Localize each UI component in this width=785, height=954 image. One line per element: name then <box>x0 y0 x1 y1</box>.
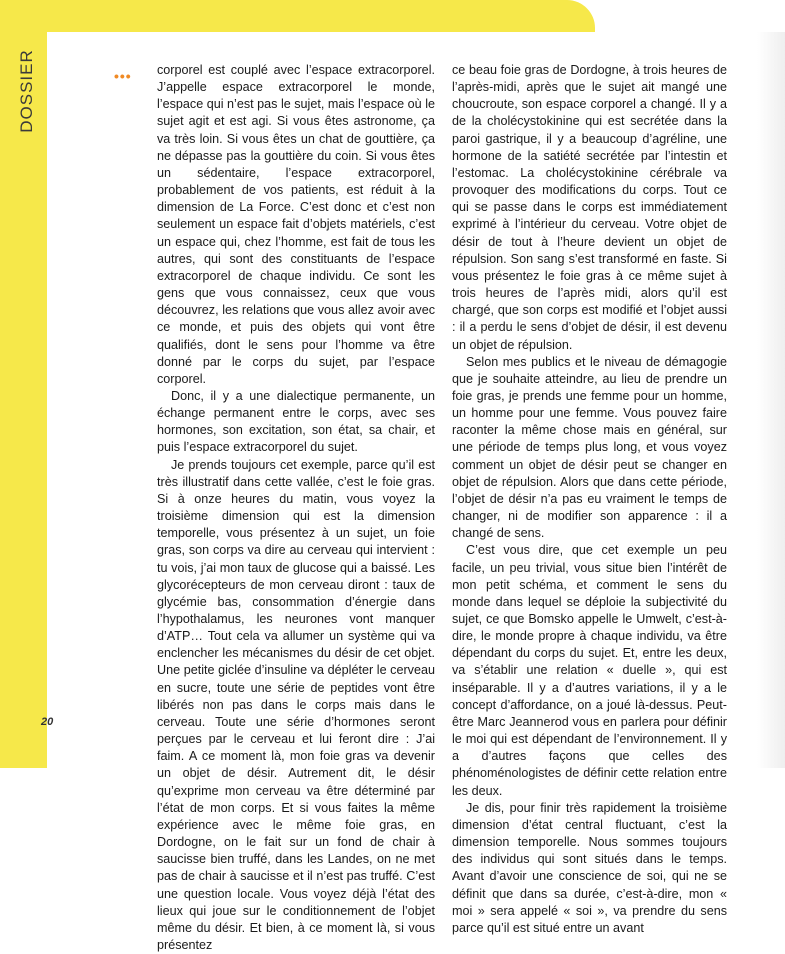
paragraph: C’est vous dire, que cet exemple un peu facile, un peu trivial, vous situe bien l’intérêt de mon petit schéma, et comment le sens du monde dans lequel se déploie la subjectivité du sujet, ce que Bomsko appelle le Umwelt, c’est-à-dire, le monde propre à chaque individu, va être dépendant du corps du sujet. Et, entre les deux, va s’établir une relation « duelle », qui est inséparable. Il y a d’autres variations, il y a le concept d’affordance, on a joué là-dessus. Peut-être Marc Jeannerod vous en parlera pour définir le moi qui est dépendant de l’environnement. Il y a d’autres façons que celles des phénoménologistes de définir cette relation entre les deux. <box>452 543 727 798</box>
section-tag <box>16 36 38 146</box>
right-column <box>452 62 727 937</box>
paragraph: Je prends toujours cet exemple, parce qu’il est très illustratif dans cette vallée, c’est le foie gras. Si à onze heures du matin, vous voyez la troisième dimension qui est la dimension temporelle, vous présentez à un sujet, un foie gras, son corps va dire au cerveau qui intervient : tu vois, j’ai mon taux de glucose qui a baissé. Les glycorécepteurs de mon cerveau diront : taux de glycémie bas, consommation d’énergie dans l’hypothalamus, les neurones vont manquer d’ATP… Tout cela va allumer un système qui va enclencher les mécanismes du désir de cet objet. Une petite giclée d’insuline va dépléter le cerveau en sucre, toute une série de peptides vont être libérés non pas dans le corps mais dans le cerveau. Toute une série d’hormones seront perçues par le cerveau et lui feront dire : J’ai faim. A ce moment là, mon foie gras va devenir un objet de désir. Autrement dit, le désir qu’exprime mon cerveau va être déterminé par l’état de mon corps. Et si vous faites la même expérience avec le même foie gras, en Dordogne, on le fait sur un fond de chair à saucisse bien truffé, dans les Landes, on ne met pas de chair à saucisse et il n’est pas truffé. C’est une question locale. Vous voyez déjà l’état des lieux qui joue sur le conditionnement de l’objet même du désir. Et bien, à ce moment là, si vous présentez <box>157 457 435 952</box>
section-label: DOSSIER <box>17 49 36 133</box>
paragraph: corporel est couplé avec l’espace extracorporel. J’appelle espace extracorporel le monde, l’espace qui n’est pas le sujet, mais l’espace où le sujet agit et est agi. Si vous êtes astronome, ça va très loin. Si vous êtes un chat de gouttière, ça ne dépasse pas la gouttière du coin. Si vous êtes un sédentaire, l’espace extracorporel, probablement de vos patients, est réduit à la dimension de La Force. C’est donc et c’est non seulement un espace fait d’objets matériels, c’est un espace qui, chez l’homme, est fait de tous les autres, qui sont des constituants de l’espace extracorporel de chaque individu. Ce sont les gens que vous connaissez, ceux que vous découvrez, les relations que vous allez avoir avec ce monde, et puis des objets qui vont être qualifiés, dont le sens pour l’homme va être donné par le corps du sujet, par l’espace corporel. <box>157 63 435 386</box>
paragraph: Donc, il y a une dialectique permanente, un échange permanent entre le corps, avec ses hormones, son excitation, son état, sa chair, et puis l’espace extracorporel du sujet. <box>157 388 435 455</box>
left-column <box>157 62 435 954</box>
paragraph: Je dis, pour finir très rapidement la troisième dimension d’état central fluctuant, c’est la dimension temporelle. Nous sommes toujours des individus qui sont situés dans le temps. Avant d’avoir une conscience de soi, qui ne se définit que dans sa durée, c’est-à-dire, mon « moi » sera appelé « soi », va prendre du sens parce qu’il est situé entre un avant <box>452 800 727 935</box>
page-gutter-shadow <box>757 32 785 768</box>
paragraph: ce beau foie gras de Dordogne, à trois heures de l’après-midi, après que le sujet ait mangé une choucroute, son espace corporel a changé. Il y a de la cholécystokinine qui est secrétée dans la paroi gastrique, il y a beaucoup d’agréline, une hormone de la satiété secrétée par l’intestin et l’estomac. La cholécystokinine cérébrale va provoquer des modifications du corps. Tout ce qui se passe dans le corps est immédiatement exprimé à l’intérieur du cerveau. Votre objet de désir de tout à l’heure devient un objet de répulsion. Son sang s’est transformé en faste. Si vous présentez le foie gras à ce même sujet à trois heures de l’après midi, alors qu’il est chargé, que son corps est modifié et l’objet aussi : il a perdu le sens d’objet de désir, il est devenu un objet de répulsion. <box>452 63 727 352</box>
header-band <box>0 0 595 32</box>
paragraph: Selon mes publics et le niveau de démagogie que je souhaite atteindre, au lieu de prendre un foie gras, je prends une femme pour un homme, un homme pour une femme. Vous pouvez faire raconter la même chose mais en général, sur une période de temps plus long, et vous voyez comment un objet de désir peut se changer en objet de répulsion. Alors que dans cette période, l’objet de désir n’a pas eu vraiment le temps de changer, ni de modifier son apparence : il a changé de sens. <box>452 354 727 541</box>
page-number: 20 <box>41 716 54 728</box>
continuation-bullet: ••• <box>114 68 132 84</box>
